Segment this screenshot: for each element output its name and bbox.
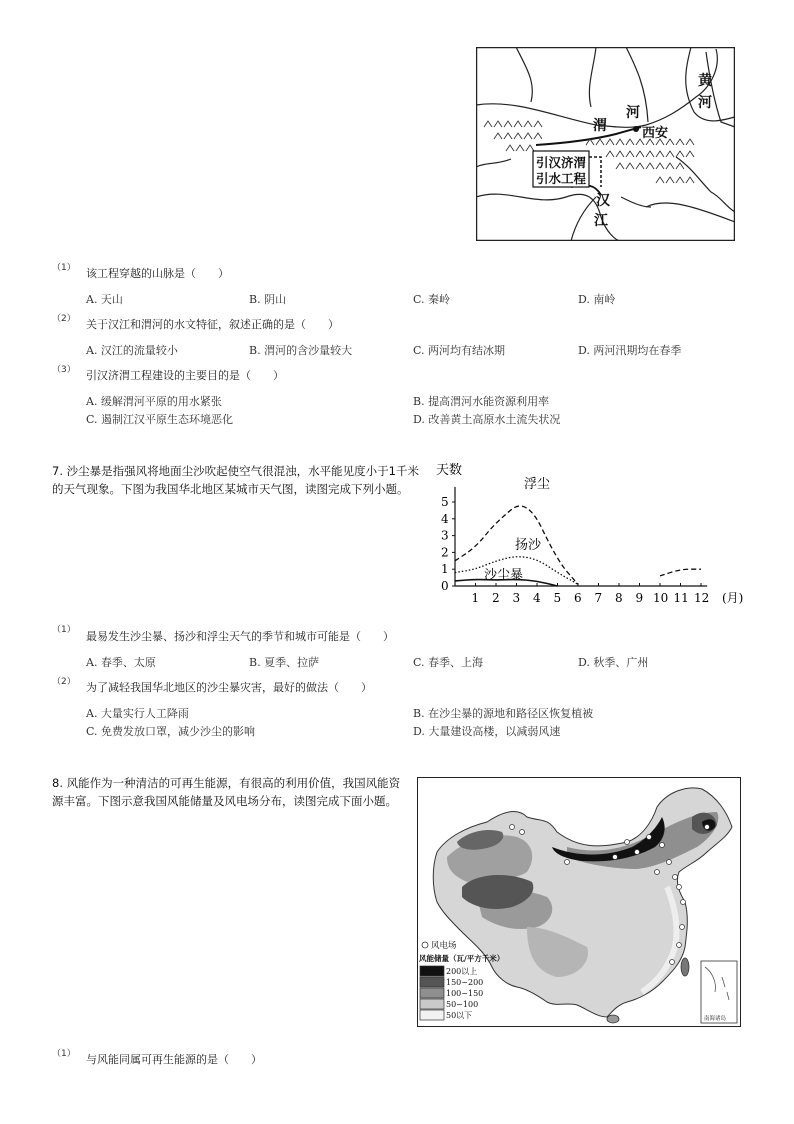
- label-project-2: 引水工程: [536, 171, 587, 186]
- s7-q2-option-b[interactable]: B. 在沙尘暴的源地和路径区恢复植被: [413, 707, 594, 720]
- yinhanjiwei-map: [476, 47, 735, 241]
- x-tick-label-7: 7: [594, 591, 603, 605]
- s7-q1-number: （1）: [52, 625, 76, 635]
- label-jiang: 江: [594, 213, 608, 229]
- sandstorm-chart-svg: [420, 458, 750, 608]
- x-tick-label-4: 4: [533, 591, 541, 605]
- x-tick-label-11: 11: [673, 591, 689, 605]
- s8-q1-stem: 与风能同属可再生能源的是（ ）: [86, 1053, 262, 1066]
- s6-q2-option-d[interactable]: D. 两河汛期均在春季: [578, 344, 682, 357]
- x-tick-label-2: 2: [492, 591, 500, 605]
- yinhanjiwei-map-svg: [476, 47, 735, 241]
- label-project-1: 引汉济渭: [536, 155, 587, 170]
- s6-q2-number: （2）: [52, 314, 76, 324]
- china-wind-map: [417, 777, 741, 1027]
- sandstorm-chart: [420, 458, 750, 608]
- x-tick-label-9: 9: [635, 591, 644, 605]
- s7-q2-option-c[interactable]: C. 免费发放口罩，减少沙尘的影响: [86, 725, 256, 738]
- series-label-yangsha: 扬沙: [515, 538, 542, 553]
- y-tick-label-3: 3: [441, 528, 449, 543]
- s6-q2-option-a[interactable]: A. 汉江的流量较小: [86, 344, 178, 357]
- s6-q3-option-b[interactable]: B. 提高渭河水能资源利用率: [413, 395, 550, 408]
- legend-class-2: 150~200: [446, 978, 484, 987]
- legend-station: 风电场: [431, 941, 457, 951]
- label-he-yellow: 河: [698, 95, 712, 111]
- s6-q3-option-d[interactable]: D. 改善黄土高原水土流失状况: [413, 413, 561, 426]
- s6-q2-option-b[interactable]: B. 渭河的含沙量较大: [249, 344, 353, 357]
- label-wei: 渭: [593, 118, 607, 134]
- s7-q1-stem: 最易发生沙尘暴、扬沙和浮尘天气的季节和城市可能是（ ）: [86, 630, 394, 643]
- s7-intro: 7. 沙尘暴是指强风将地面尘沙吹起使空气很混浊，水平能见度小于1千米的天气现象。下图为我国华北地区某城市天气图，读图完成下列小题。: [52, 464, 419, 496]
- wind-farm-legend-icon: [422, 942, 428, 948]
- label-huang: 黄: [698, 73, 712, 89]
- x-tick-label-3: 3: [512, 591, 521, 605]
- chart-xlabel: (月): [722, 591, 744, 605]
- y-tick-label-1: 1: [441, 562, 449, 577]
- legend-class-4: 50~100: [446, 1000, 479, 1009]
- x-tick-label-8: 8: [615, 591, 623, 605]
- legend-class-1: 200以上: [446, 967, 478, 976]
- south-sea-inset: [701, 961, 737, 1023]
- s6-q3-option-c[interactable]: C. 遏制江汉平原生态环境恶化: [86, 413, 234, 426]
- legend-class-3: 100~150: [446, 989, 484, 998]
- label-xian: 西安: [642, 126, 669, 141]
- xian-dot: [633, 126, 639, 132]
- y-tick-label-4: 4: [441, 511, 449, 526]
- inset-label: 南海诸岛: [704, 1016, 727, 1022]
- s6-q2-option-c[interactable]: C. 两河均有结冰期: [413, 344, 506, 357]
- s6-q3-option-a[interactable]: A. 缓解渭河平原的用水紧张: [86, 395, 222, 408]
- s6-q1-option-b[interactable]: B. 阴山: [249, 293, 287, 306]
- series-line-0-1: [660, 569, 701, 576]
- s7-q2-option-d[interactable]: D. 大量建设高楼，以减弱风速: [413, 725, 561, 738]
- s6-q1-option-d[interactable]: D. 南岭: [578, 293, 616, 306]
- series-label-shachenbao: 沙尘暴: [484, 568, 524, 583]
- s7-q1-option-a[interactable]: A. 春季、太原: [86, 656, 156, 669]
- x-tick-label-12: 12: [694, 591, 710, 605]
- s7-q2-option-a[interactable]: A. 大量实行人工降雨: [86, 707, 189, 720]
- label-han: 汉: [596, 193, 610, 209]
- x-tick-label-6: 6: [574, 591, 582, 605]
- legend-title: 风能储量（瓦/平方千米）: [419, 954, 505, 963]
- s7-q1-option-b[interactable]: B. 夏季、拉萨: [249, 656, 320, 669]
- s8-intro: 8. 风能作为一种清洁的可再生能源，有很高的利用价值，我国风能资源丰富。下图示意我国风能储量及风电场分布，读图完成下面小题。: [52, 776, 401, 808]
- y-tick-label-5: 5: [441, 495, 449, 509]
- s6-q1-stem: 该工程穿越的山脉是（ ）: [86, 267, 229, 280]
- s6-q3-stem: 引汉济渭工程建设的主要目的是（ ）: [86, 369, 284, 382]
- y-tick-label-0: 0: [441, 579, 449, 593]
- x-tick-label-10: 10: [653, 591, 669, 605]
- s7-q2-stem: 为了减轻我国华北地区的沙尘暴灾害，最好的做法（ ）: [86, 681, 372, 694]
- y-tick-label-2: 2: [441, 545, 449, 560]
- s6-q3-number: （3）: [52, 365, 76, 375]
- s6-q1-option-c[interactable]: C. 秦岭: [413, 293, 451, 306]
- x-tick-label-5: 5: [553, 591, 562, 605]
- s7-q1-option-d[interactable]: D. 秋季、广州: [578, 656, 649, 669]
- s6-q2-stem: 关于汉江和渭河的水文特征，叙述正确的是（ ）: [86, 318, 339, 331]
- label-he: 河: [626, 105, 640, 121]
- x-tick-label-1: 1: [471, 591, 480, 605]
- series-label-fuchen: 浮尘: [524, 477, 551, 492]
- chart-ylabel: 天数: [436, 463, 463, 478]
- s6-q1-number: （1）: [52, 263, 76, 273]
- s7-q1-option-c[interactable]: C. 春季、上海: [413, 656, 484, 669]
- legend-class-5: 50以下: [446, 1011, 473, 1020]
- s6-q1-option-a[interactable]: A. 天山: [86, 293, 123, 306]
- china-wind-map-svg: [417, 777, 741, 1027]
- s8-q1-number: （1）: [52, 1049, 76, 1059]
- s7-q2-number: （2）: [52, 677, 76, 687]
